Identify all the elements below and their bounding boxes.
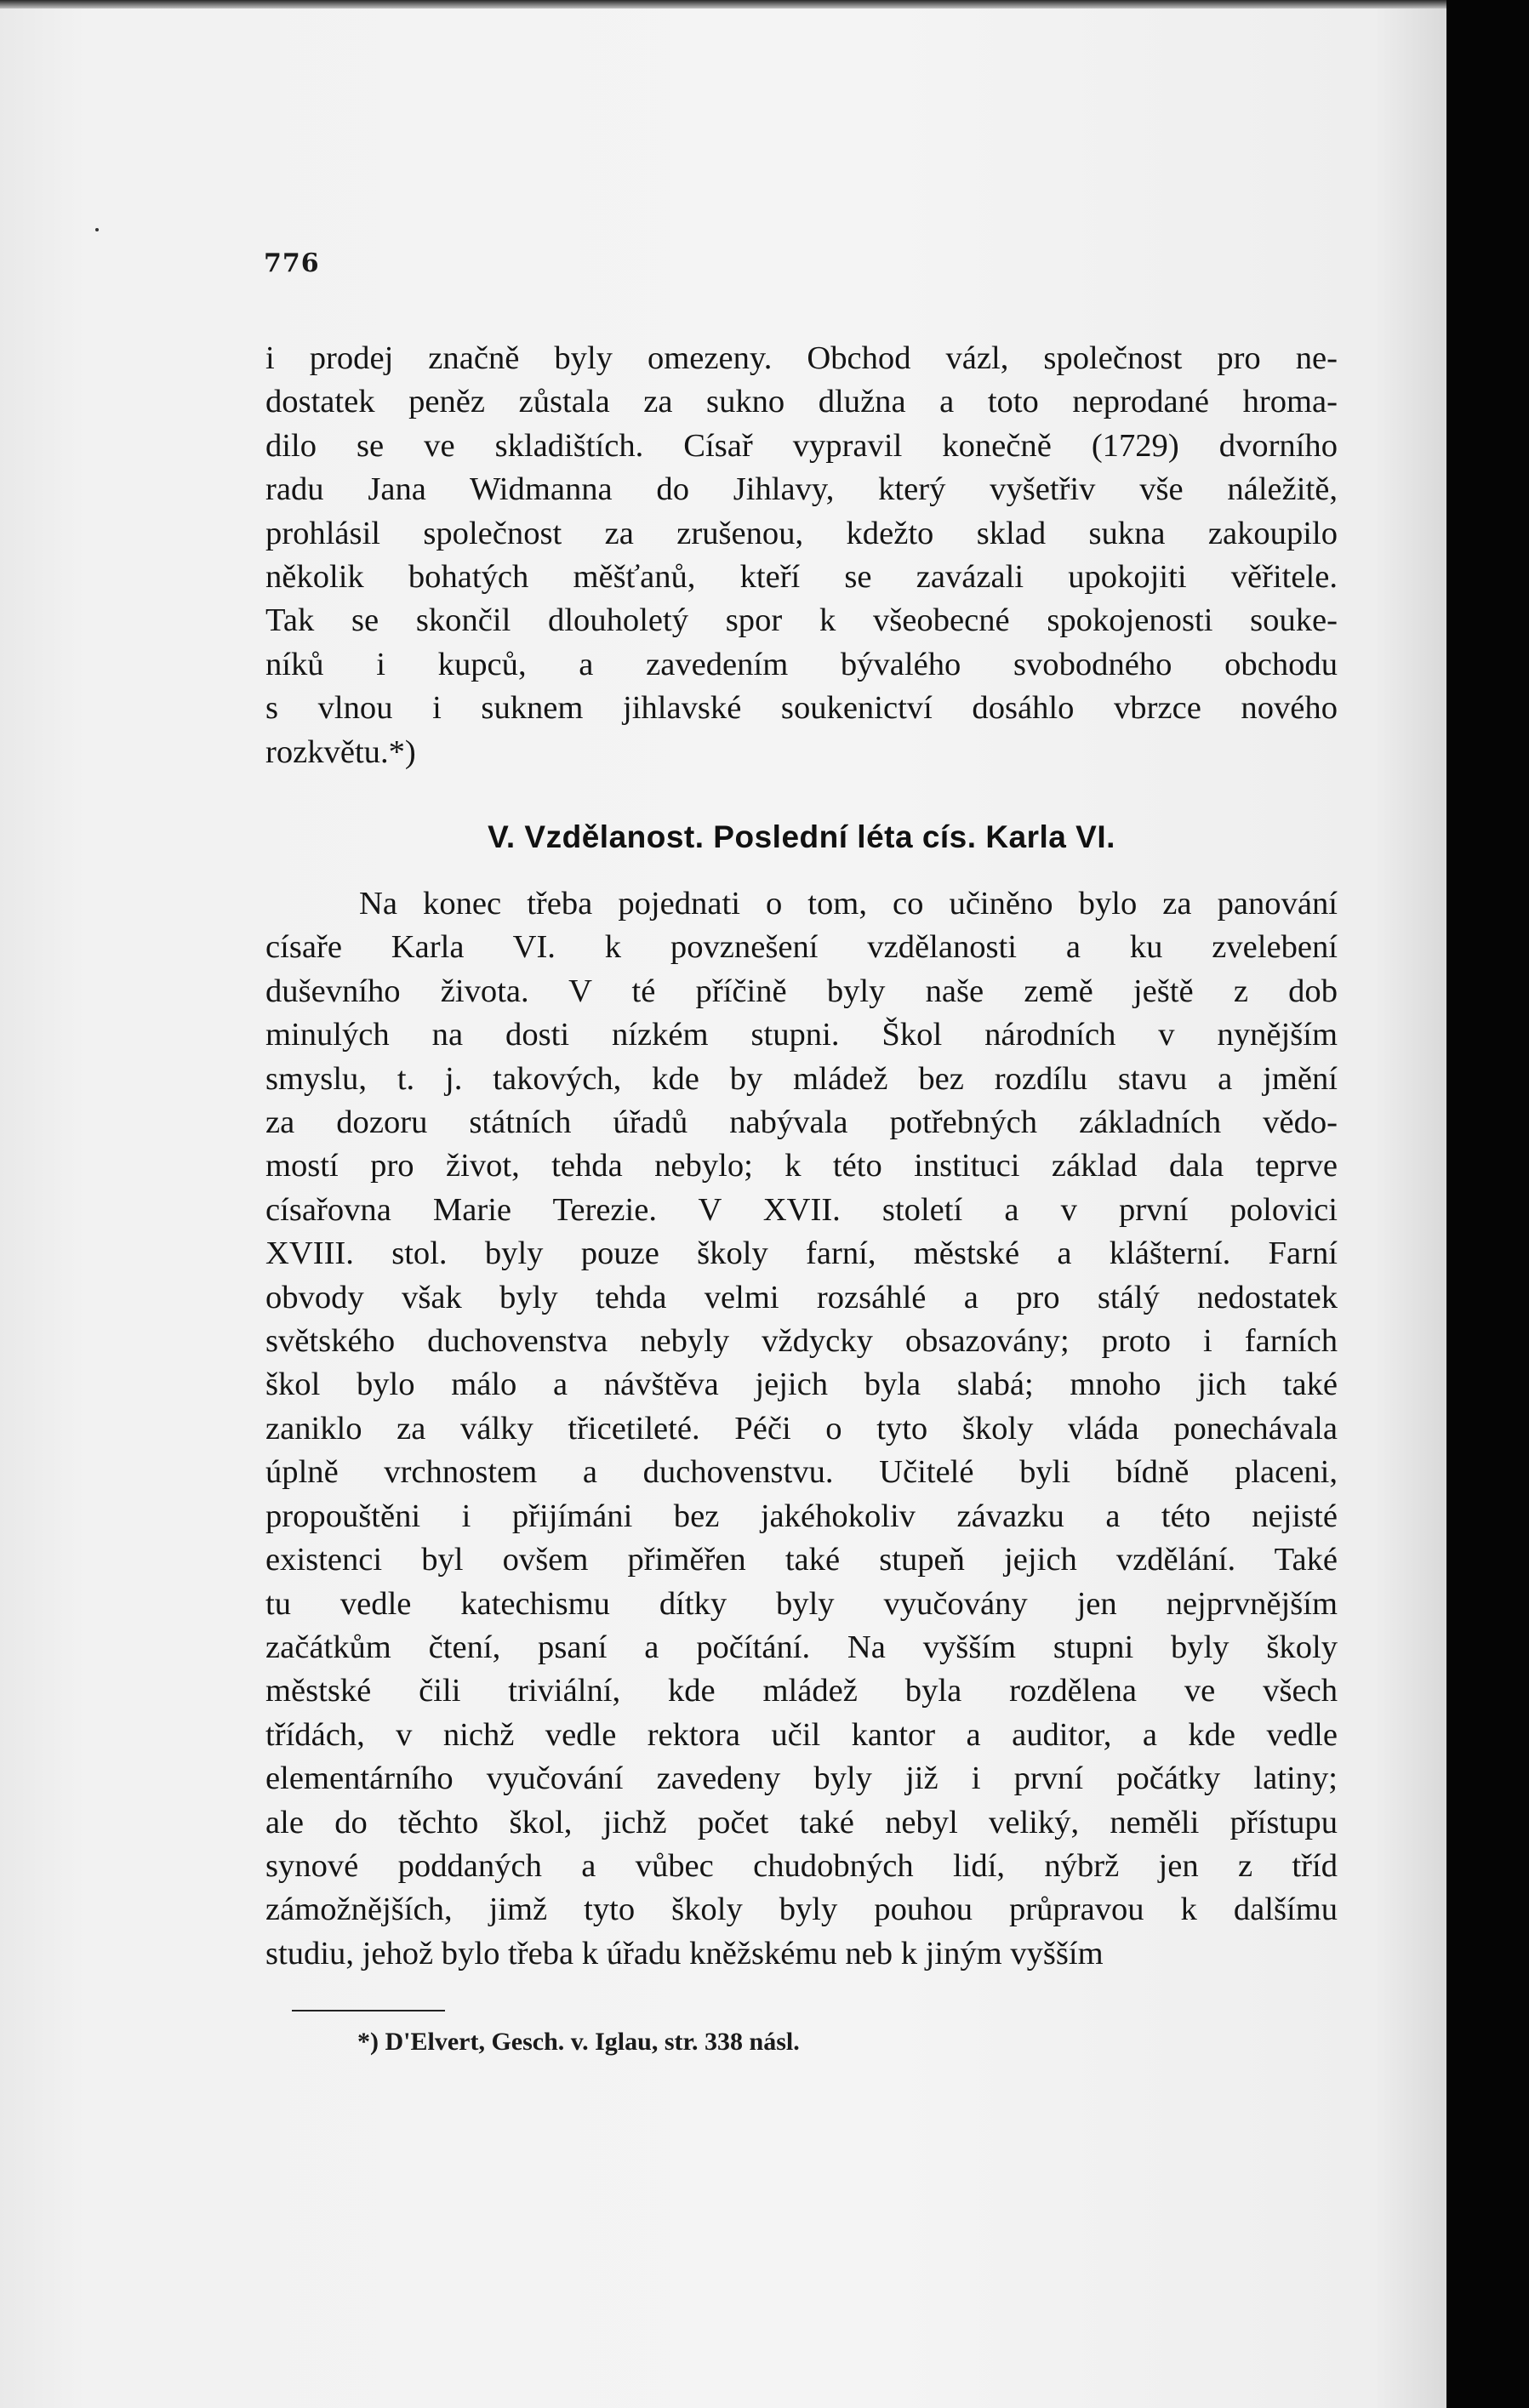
paragraph2-line: třídách, v nichž vedle rektora učil kantor a auditor, a kde vedle	[265, 1716, 1338, 1753]
paragraph1-line: dostatek peněz zůstala za sukno dlužna a toto neprodané hroma-	[265, 384, 1338, 420]
paragraph1-line: radu Jana Widmanna do Jihlavy, který vyšetřiv vše náležitě,	[265, 471, 1338, 508]
paragraph2-line: smyslu, t. j. takových, kde by mládež bez rozdílu stavu a jmění	[265, 1060, 1338, 1097]
paragraph2-line: městské čili triviální, kde mládež byla rozdělena ve všech	[265, 1673, 1338, 1709]
page-number: 776	[264, 248, 320, 278]
paragraph2-line: začátkům čtení, psaní a počítání. Na vyšším stupni byly školy	[265, 1629, 1338, 1665]
paragraph2-line: duševního života. V té příčině byly naše země ještě z dob	[265, 973, 1338, 1009]
paragraph2-line: propouštěni i přijímáni bez jakéhokoliv závazku a této nejisté	[265, 1498, 1338, 1534]
scan-dark-margin	[1446, 0, 1529, 2408]
paragraph2-line: světského duchovenstva nebyly vždycky obsazovány; proto i farních	[265, 1323, 1338, 1360]
paragraph2-line: tu vedle katechismu dítky byly vyučovány jen nejprvnějším	[265, 1585, 1338, 1622]
paragraph2-line: mostí pro život, tehda nebylo; k této instituci základ dala teprve	[265, 1148, 1338, 1184]
paragraph-education	[265, 882, 1338, 1976]
paragraph2-line: zaniklo za války třicetileté. Péči o tyto školy vláda ponechávala	[265, 1410, 1338, 1447]
paragraph2-line: XVIII. stol. byly pouze školy farní, městské a klášterní. Farní	[265, 1235, 1338, 1272]
paragraph2-line: zámožnějších, jimž tyto školy byly pouhou průpravou k dalšímu	[265, 1892, 1338, 1928]
paragraph2-line: obvody však byly tehda velmi rozsáhlé a pro stálý nedostatek	[265, 1279, 1338, 1315]
footnote-rule	[292, 2010, 445, 2011]
paragraph1-line: níků i kupců, a zavedením bývalého svobodného obchodu	[265, 646, 1338, 682]
paragraph2-line: škol bylo málo a návštěva jejich byla slabá; mnoho jich také	[265, 1367, 1338, 1403]
paragraph1-line: prohlásil společnost za zrušenou, kdežto sklad sukna zakoupilo	[265, 515, 1338, 551]
paragraph2-line: císařovna Marie Terezie. V XVII. století a v první polovici	[265, 1191, 1338, 1228]
paragraph2-line: synové poddaných a vůbec chudobných lidí, nýbrž jen z tříd	[265, 1847, 1338, 1884]
paragraph2-line: elementárního vyučování zavedeny byly již i první počátky latiny;	[265, 1760, 1338, 1797]
paragraph1-line: s vlnou i suknem jihlavské soukenictví dosáhlo vbrzce nového	[265, 690, 1338, 727]
scan-top-edge	[0, 0, 1446, 9]
paragraph2-line: Na konec třeba pojednati o tom, co učiněno bylo za panování	[359, 886, 1338, 922]
section-heading: V. Vzdělanost. Poslední léta cís. Karla VI.	[488, 819, 1115, 854]
scan-speck	[95, 228, 99, 231]
paragraph2-line: studiu, jehož bylo třeba k úřadu kněžskému neb k jiným vyšším	[265, 1935, 1104, 1971]
paragraph1-line: Tak se skončil dlouholetý spor k všeobecné spokojenosti souke-	[265, 602, 1338, 639]
paragraph2-line: úplně vrchnostem a duchovenstvu. Učitelé byli bídně placeni,	[265, 1454, 1338, 1491]
paragraph1-line: rozkvětu.*)	[265, 733, 416, 770]
paragraph1-line: i prodej značně byly omezeny. Obchod vázl, společnost pro ne-	[265, 340, 1338, 376]
footnote: *) D'Elvert, Gesch. v. Iglau, str. 338 násl.	[357, 2028, 800, 2056]
paragraph1-line: dilo se ve skladištích. Císař vypravil konečně (1729) dvorního	[265, 427, 1338, 464]
paragraph2-line: císaře Karla VI. k povznešení vzdělanosti a ku zvelebení	[265, 929, 1338, 966]
paragraph2-line: minulých na dosti nízkém stupni. Škol národních v nynějším	[265, 1017, 1338, 1053]
paragraph1-line: několik bohatých měšťanů, kteří se zavázali upokojiti věřitele.	[265, 559, 1338, 596]
paragraph2-line: existenci byl ovšem přiměřen také stupeň jejich vzdělání. Také	[265, 1542, 1338, 1578]
paragraph2-line: ale do těchto škol, jichž počet také nebyl veliký, neměli přístupu	[265, 1804, 1338, 1840]
paragraph2-line: za dozoru státních úřadů nabývala potřebných základních vědo-	[265, 1104, 1338, 1141]
paragraph-continuation	[265, 337, 1338, 774]
